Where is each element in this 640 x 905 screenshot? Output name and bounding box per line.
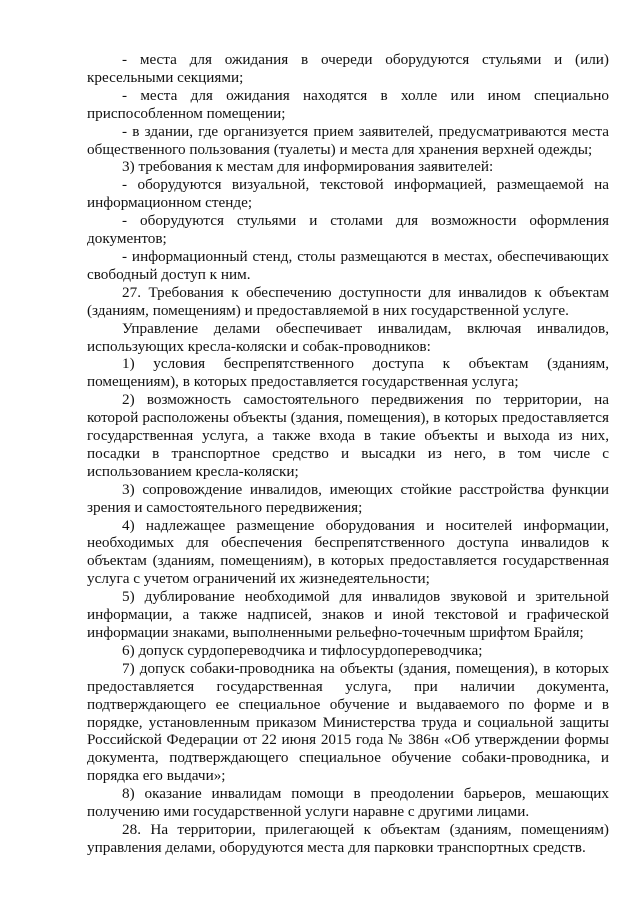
paragraph: - оборудуются стульями и столами для возможности оформления документов; [87,212,609,248]
paragraph: - в здании, где организуется прием заявителей, предусматриваются места общественного пользования (туалеты) и места для хранения верхней одежды; [87,122,609,158]
section-heading-28: 28. На территории, прилегающей к объектам (зданиям, помещениям) управления делами, оборудуются места для парковки транспортных средств. [87,820,609,856]
list-item: 2) возможность самостоятельного передвижения по территории, на которой расположены объекты (здания, помещения), в которых предоставляется государственная услуга, а также входа в такие объекты и выхода из них, посадки в транспортное средство и высадки из него, в том числе с использованием кресла-коляски; [87,391,609,480]
section-heading-27: 27. Требования к обеспечению доступности для инвалидов к объектам (зданиям, помещениям) и предоставляемой в них государственной услуге. [87,283,609,319]
paragraph: 3) требования к местам для информирования заявителей: [122,158,494,176]
document-body [87,51,609,857]
list-item: 4) надлежащее размещение оборудования и носителей информации, необходимых для обеспечения беспрепятственного доступа инвалидов к объектам (зданиям, помещениям), в которых предоставляется государственная услуга с учетом ограничений их жизнедеятельности; [87,516,609,588]
paragraph: - информационный стенд, столы размещаются в местах, обеспечивающих свободный доступ к ним. [87,247,609,283]
paragraph: - места для ожидания в очереди оборудуются стульями и (или) кресельными секциями; [87,51,609,86]
list-item: 8) оказание инвалидам помощи в преодолении барьеров, мешающих получению ими государственной услуги наравне с другими лицами. [87,785,609,821]
paragraph: - места для ожидания находятся в холле или ином специально приспособленном помещении; [87,86,609,122]
list-item: 7) допуск собаки-проводника на объекты (здания, помещения), в которых предоставляется государственная услуга, при наличии документа, подтверждающего ее специальное обучение и выдаваемого по форме и в порядке, установленным приказом Министерства труда и социальной защиты Российской Федерации от 22 июня 2015 года № 386н «Об утверждении формы документа, подтверждающего специальное обучение собаки-проводника, и порядка его выдачи»; [87,659,609,785]
list-item: 6) допуск сурдопереводчика и тифлосурдопереводчика; [122,641,483,659]
paragraph: Управление делами обеспечивает инвалидам, включая инвалидов, использующих кресла-коляски и собак-проводников: [87,319,609,355]
list-item: 5) дублирование необходимой для инвалидов звуковой и зрительной информации, а также надписей, знаков и иной текстовой и графической информации знаками, выполненными рельефно-точечным шрифтом Брайля; [87,588,609,641]
list-item: 3) сопровождение инвалидов, имеющих стойкие расстройства функции зрения и самостоятельного передвижения; [87,480,609,516]
list-item: 1) условия беспрепятственного доступа к объектам (зданиям, помещениям), в которых предоставляется государственная услуга; [87,355,609,391]
paragraph: - оборудуются визуальной, текстовой информацией, размещаемой на информационном стенде; [87,176,609,212]
